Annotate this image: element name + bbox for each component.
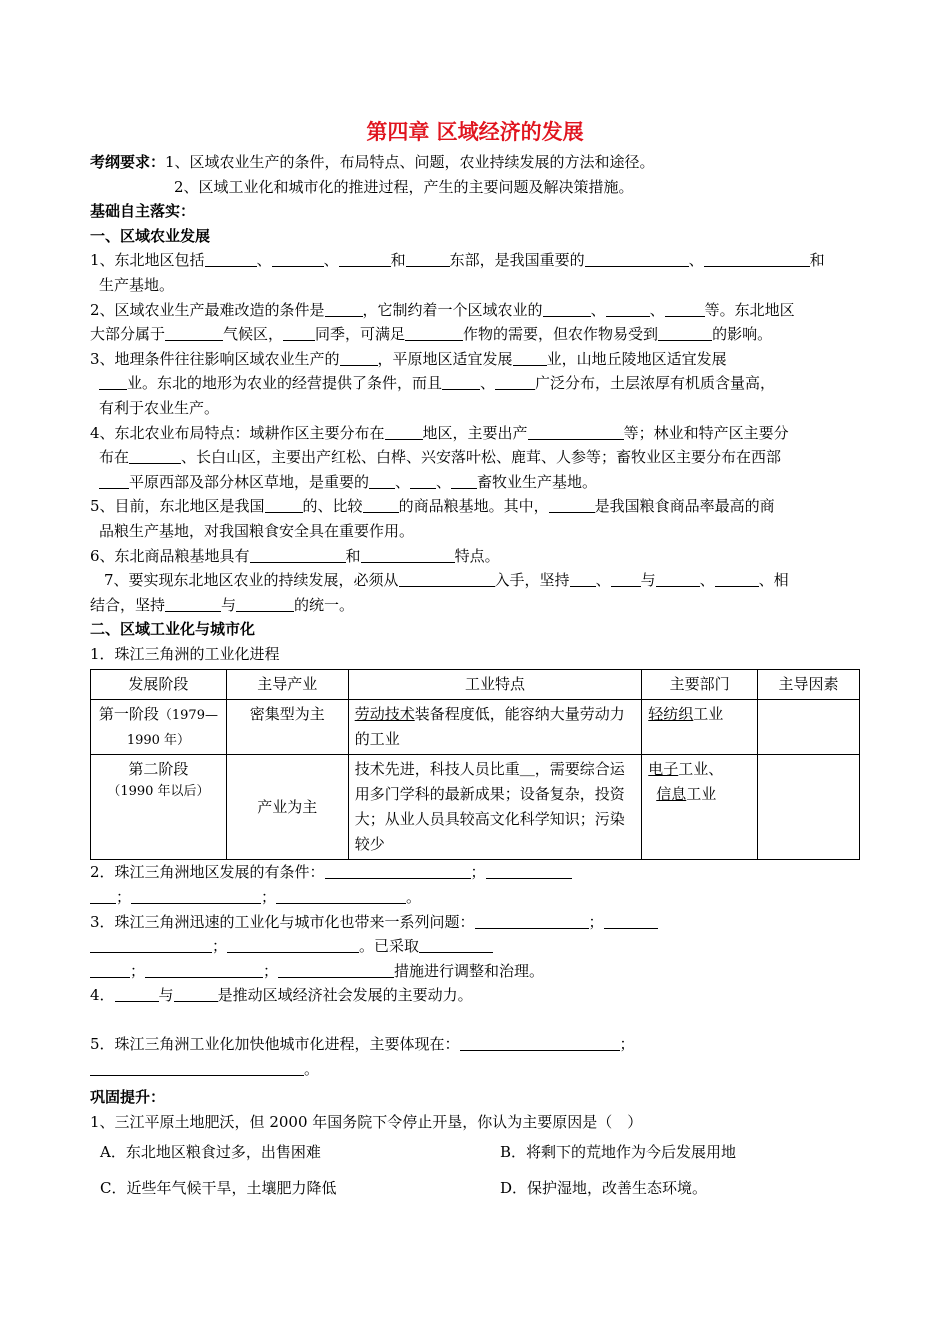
text: 、 xyxy=(256,251,272,270)
blank[interactable] xyxy=(495,374,535,390)
section1-heading: 一、区域农业发展 xyxy=(90,226,211,245)
s1-question-6 xyxy=(90,544,860,569)
text: 3．珠江三角洲迅速的工业化与城市化也带来一系列问题： xyxy=(90,912,475,931)
blank[interactable] xyxy=(227,937,359,953)
consolidate-heading: 巩固提升： xyxy=(90,1088,166,1107)
blank[interactable] xyxy=(99,374,127,390)
blank[interactable] xyxy=(115,986,159,1002)
blank[interactable] xyxy=(340,350,378,366)
text: 作物的需要，但农作物易受到 xyxy=(463,325,659,344)
text: 入手，坚持 xyxy=(494,571,570,590)
blank[interactable] xyxy=(419,937,493,953)
mc-question-1: 1、三江平原土地肥沃，但 2000 年国务院下令停止开垦，你认为主要原因是（ ） xyxy=(90,1112,643,1131)
text: 3、地理条件往往影响区域农业生产的 xyxy=(90,349,340,368)
text: 大部分属于 xyxy=(90,325,166,344)
blank[interactable] xyxy=(543,301,591,317)
stage-name: 第二阶段 xyxy=(128,760,189,779)
blank[interactable] xyxy=(174,986,218,1002)
text: ； xyxy=(130,961,146,980)
blank[interactable] xyxy=(90,888,116,904)
s1-question-4-cont xyxy=(90,445,860,470)
s2-question-1: 1．珠江三角洲的工业化进程 xyxy=(90,644,280,663)
blank[interactable] xyxy=(131,888,261,904)
text: 。 xyxy=(304,1059,320,1078)
worksheet-page xyxy=(90,118,860,1206)
industry-cell xyxy=(226,700,348,755)
blank[interactable] xyxy=(399,571,495,587)
feature-cell: 技术先进，科技人员比重＿，需要综合运用多门学科的最新成果；设备复杂，投资大；从业人员具较高文化科学知识；污染较少 xyxy=(348,755,642,860)
text: 业。东北的地形为农业的经营提供了条件，而且 xyxy=(127,374,443,393)
option-d[interactable]: D．保护湿地，改善生态环境。 xyxy=(500,1179,708,1198)
blank[interactable] xyxy=(90,1060,304,1076)
text: 7、要实现东北地区农业的持续发展，必须从 xyxy=(104,571,399,590)
s1-question-1 xyxy=(90,248,860,273)
requirement-item-1: 1、区域农业生产的条件，布局特点、问题，农业持续发展的方法和途径。 xyxy=(165,153,655,171)
blank[interactable] xyxy=(385,424,423,440)
sector-text: 工业 xyxy=(686,785,717,804)
section2-heading: 二、区域工业化与城市化 xyxy=(90,620,256,639)
text: 措施进行调整和治理。 xyxy=(394,961,545,980)
text: 、 xyxy=(436,472,452,491)
blank[interactable] xyxy=(265,497,303,513)
industry-text: 产业为主 xyxy=(257,797,318,816)
text: 5．珠江三角洲工业化加快他城市化进程，主要体现在： xyxy=(90,1035,460,1054)
text: 、 xyxy=(688,251,704,270)
blank[interactable] xyxy=(656,571,700,587)
spacer xyxy=(90,1008,860,1032)
blank[interactable] xyxy=(704,251,810,267)
table-header: 主导因素 xyxy=(758,670,860,700)
text: 1、东北地区包括 xyxy=(90,251,205,270)
text: 气候区， xyxy=(223,325,284,344)
blank[interactable] xyxy=(406,251,450,267)
text: 、 xyxy=(590,300,606,319)
blank[interactable] xyxy=(278,962,394,978)
text: 东部，是我国重要的 xyxy=(449,251,585,270)
text: 、 xyxy=(480,374,496,393)
text: 。 xyxy=(406,888,422,907)
blank[interactable] xyxy=(339,251,391,267)
text: 同季，可满足 xyxy=(315,325,406,344)
requirements-label: 考纲要求： xyxy=(90,153,166,171)
text: 4． xyxy=(90,986,115,1005)
text: 4、东北农业布局特点：域耕作区主要分布在 xyxy=(90,423,385,442)
blank[interactable] xyxy=(604,913,658,929)
s1-question-4-cont2 xyxy=(90,470,860,495)
blank[interactable] xyxy=(665,301,705,317)
text: 畜牧业生产基地。 xyxy=(477,472,598,491)
table-row xyxy=(91,755,860,860)
text: 等。东北地区 xyxy=(704,300,795,319)
option-c[interactable]: C．近些年气候干旱，土壤肥力降低 xyxy=(100,1179,337,1198)
blank[interactable] xyxy=(460,1035,620,1051)
table-header: 工业特点 xyxy=(348,670,642,700)
text: 业，山地丘陵地区适宜发展 xyxy=(546,349,727,368)
s1-question-1-cont: 生产基地。 xyxy=(99,275,175,294)
options-row-2 xyxy=(90,1170,860,1206)
text: 是推动区域经济社会发展的主要动力。 xyxy=(217,986,473,1005)
text: 、 xyxy=(595,571,611,590)
requirement-item-2: 2、区域工业化和城市化的推进过程，产生的主要问题及解决策措施。 xyxy=(174,177,634,196)
text: 。已采取 xyxy=(359,937,420,956)
text: 与 xyxy=(158,986,174,1005)
blank[interactable] xyxy=(90,962,130,978)
blank[interactable] xyxy=(658,325,712,341)
s1-question-3-cont2: 有利于农业生产。 xyxy=(99,398,220,417)
blank[interactable] xyxy=(528,424,624,440)
text: 、长白山区，主要出产红松、白桦、兴安落叶松、鹿茸、人参等；畜牧业区主要分布在西部 xyxy=(181,448,782,467)
text: 的、比较 xyxy=(302,497,363,516)
text: ； xyxy=(263,961,279,980)
table-row xyxy=(91,700,860,755)
text: 结合，坚持 xyxy=(90,595,166,614)
text: 的影响。 xyxy=(712,325,773,344)
blank[interactable] xyxy=(570,571,596,587)
blank[interactable] xyxy=(585,251,689,267)
blank[interactable] xyxy=(90,937,212,953)
blank[interactable] xyxy=(363,497,399,513)
blank[interactable] xyxy=(369,473,395,489)
s1-question-2-cont xyxy=(90,322,860,347)
s1-question-5 xyxy=(90,494,860,519)
s1-question-3 xyxy=(90,347,860,372)
s2-question-2-cont xyxy=(90,885,860,910)
blank[interactable] xyxy=(272,251,324,267)
factor-cell[interactable] xyxy=(758,700,860,755)
s1-question-3-cont xyxy=(90,371,860,396)
blank[interactable] xyxy=(236,596,294,612)
text: 2．珠江三角洲地区发展的有条件： xyxy=(90,863,325,882)
text: 、 xyxy=(649,300,665,319)
sector-underlined: 电子 xyxy=(648,760,679,779)
sector-underlined: 信息 xyxy=(656,785,687,804)
text: 2、区域农业生产最难改造的条件是 xyxy=(90,300,325,319)
factor-cell[interactable] xyxy=(758,755,860,860)
s1-question-5-cont: 品粮生产基地，对我国粮食安全具在重要作用。 xyxy=(99,521,415,540)
feature-cell xyxy=(348,700,642,755)
text: 与 xyxy=(640,571,656,590)
s2-question-5 xyxy=(90,1032,860,1057)
text: 、 xyxy=(323,251,339,270)
stage-cell xyxy=(91,700,227,755)
blank[interactable] xyxy=(145,962,263,978)
feature-underlined: 劳动技术 xyxy=(354,705,415,724)
text: ，它制约着一个区域农业的 xyxy=(362,300,543,319)
text: ； xyxy=(470,863,486,882)
s2-question-3-cont2 xyxy=(90,959,860,984)
text: 平原西部及部分林区草地，是重要的 xyxy=(129,472,370,491)
s2-question-4 xyxy=(90,983,860,1008)
s1-question-2 xyxy=(90,298,860,323)
text: 和 xyxy=(345,546,361,565)
text: 地区，主要出产 xyxy=(422,423,528,442)
option-a[interactable]: A．东北地区粮食过多，出售困难 xyxy=(100,1143,321,1162)
options-row-1 xyxy=(90,1134,860,1170)
blank[interactable] xyxy=(410,473,436,489)
s1-question-7-cont xyxy=(90,593,860,618)
page-title: 第四章 区域经济的发展 xyxy=(366,120,584,144)
option-b[interactable]: B．将剩下的荒地作为今后发展用地 xyxy=(500,1143,737,1162)
text: 、 xyxy=(395,472,411,491)
text: 布在 xyxy=(99,448,130,467)
feature-text: 装备程度低，能容纳大量劳动力的工业 xyxy=(354,705,625,749)
industrialization-table xyxy=(90,669,860,860)
blank[interactable] xyxy=(165,325,223,341)
table-header: 主要部门 xyxy=(642,670,758,700)
requirements-line-2 xyxy=(90,175,860,200)
text: 广泛分布，土层浓厚有机质含量高， xyxy=(535,374,776,393)
text: ； xyxy=(619,1035,635,1054)
table-header: 发展阶段 xyxy=(91,670,227,700)
text: 特点。 xyxy=(454,546,500,565)
blank[interactable] xyxy=(442,374,480,390)
blank[interactable] xyxy=(549,497,595,513)
text: 和 xyxy=(390,251,406,270)
sector-text: 工业 xyxy=(693,705,724,724)
stage-period: （1990 年以后） xyxy=(107,784,210,800)
blank[interactable] xyxy=(205,251,257,267)
sector-text: 工业、 xyxy=(678,760,724,779)
blank[interactable] xyxy=(325,301,363,317)
blank[interactable] xyxy=(283,325,315,341)
blank[interactable] xyxy=(715,571,759,587)
blank[interactable] xyxy=(99,473,129,489)
text: 的统一。 xyxy=(294,595,355,614)
text: 和 xyxy=(809,251,825,270)
s1-question-7 xyxy=(90,568,860,593)
text: ； xyxy=(588,912,604,931)
blank[interactable] xyxy=(451,473,477,489)
sector-cell xyxy=(642,755,758,860)
text: 等；林业和特产区主要分 xyxy=(623,423,789,442)
blank[interactable] xyxy=(361,547,455,563)
industry-text: 密集型为主 xyxy=(249,705,325,724)
s2-question-2 xyxy=(90,860,860,885)
blank[interactable] xyxy=(276,888,406,904)
table-header: 主导产业 xyxy=(226,670,348,700)
stage-name: 第一阶段 xyxy=(98,705,159,724)
blank[interactable] xyxy=(129,448,181,464)
text: 、 xyxy=(699,571,715,590)
text: ； xyxy=(261,888,277,907)
s2-question-5-cont xyxy=(90,1057,860,1082)
blank[interactable] xyxy=(475,913,589,929)
text: 、相 xyxy=(758,571,789,590)
blank[interactable] xyxy=(606,301,650,317)
table-header-row xyxy=(91,670,860,700)
blank[interactable] xyxy=(250,547,346,563)
text: 5、目前，东北地区是我国 xyxy=(90,497,265,516)
text: 与 xyxy=(221,595,237,614)
blank[interactable] xyxy=(405,325,463,341)
s2-question-3-cont xyxy=(90,934,860,959)
sector-cell xyxy=(642,700,758,755)
blank[interactable] xyxy=(486,863,572,879)
stage-cell xyxy=(91,755,227,860)
industry-cell xyxy=(226,755,348,860)
text: 6、东北商品粮基地具有 xyxy=(90,546,250,565)
text: 的商品粮基地。其中， xyxy=(398,497,549,516)
s2-question-3 xyxy=(90,910,860,935)
stage-period: （1979—1990 年） xyxy=(126,708,218,749)
text: ； xyxy=(212,937,228,956)
text: ； xyxy=(116,888,132,907)
blank[interactable] xyxy=(513,350,547,366)
blank[interactable] xyxy=(325,863,471,879)
text: 是我国粮食商品率最高的商 xyxy=(594,497,775,516)
blank[interactable] xyxy=(165,596,221,612)
text: ，平原地区适宜发展 xyxy=(377,349,513,368)
requirements-line-1 xyxy=(90,150,860,175)
blank[interactable] xyxy=(611,571,641,587)
s1-question-4 xyxy=(90,421,860,446)
foundation-heading: 基础自主落实： xyxy=(90,202,196,221)
sector-underlined: 轻纺织 xyxy=(648,705,694,724)
